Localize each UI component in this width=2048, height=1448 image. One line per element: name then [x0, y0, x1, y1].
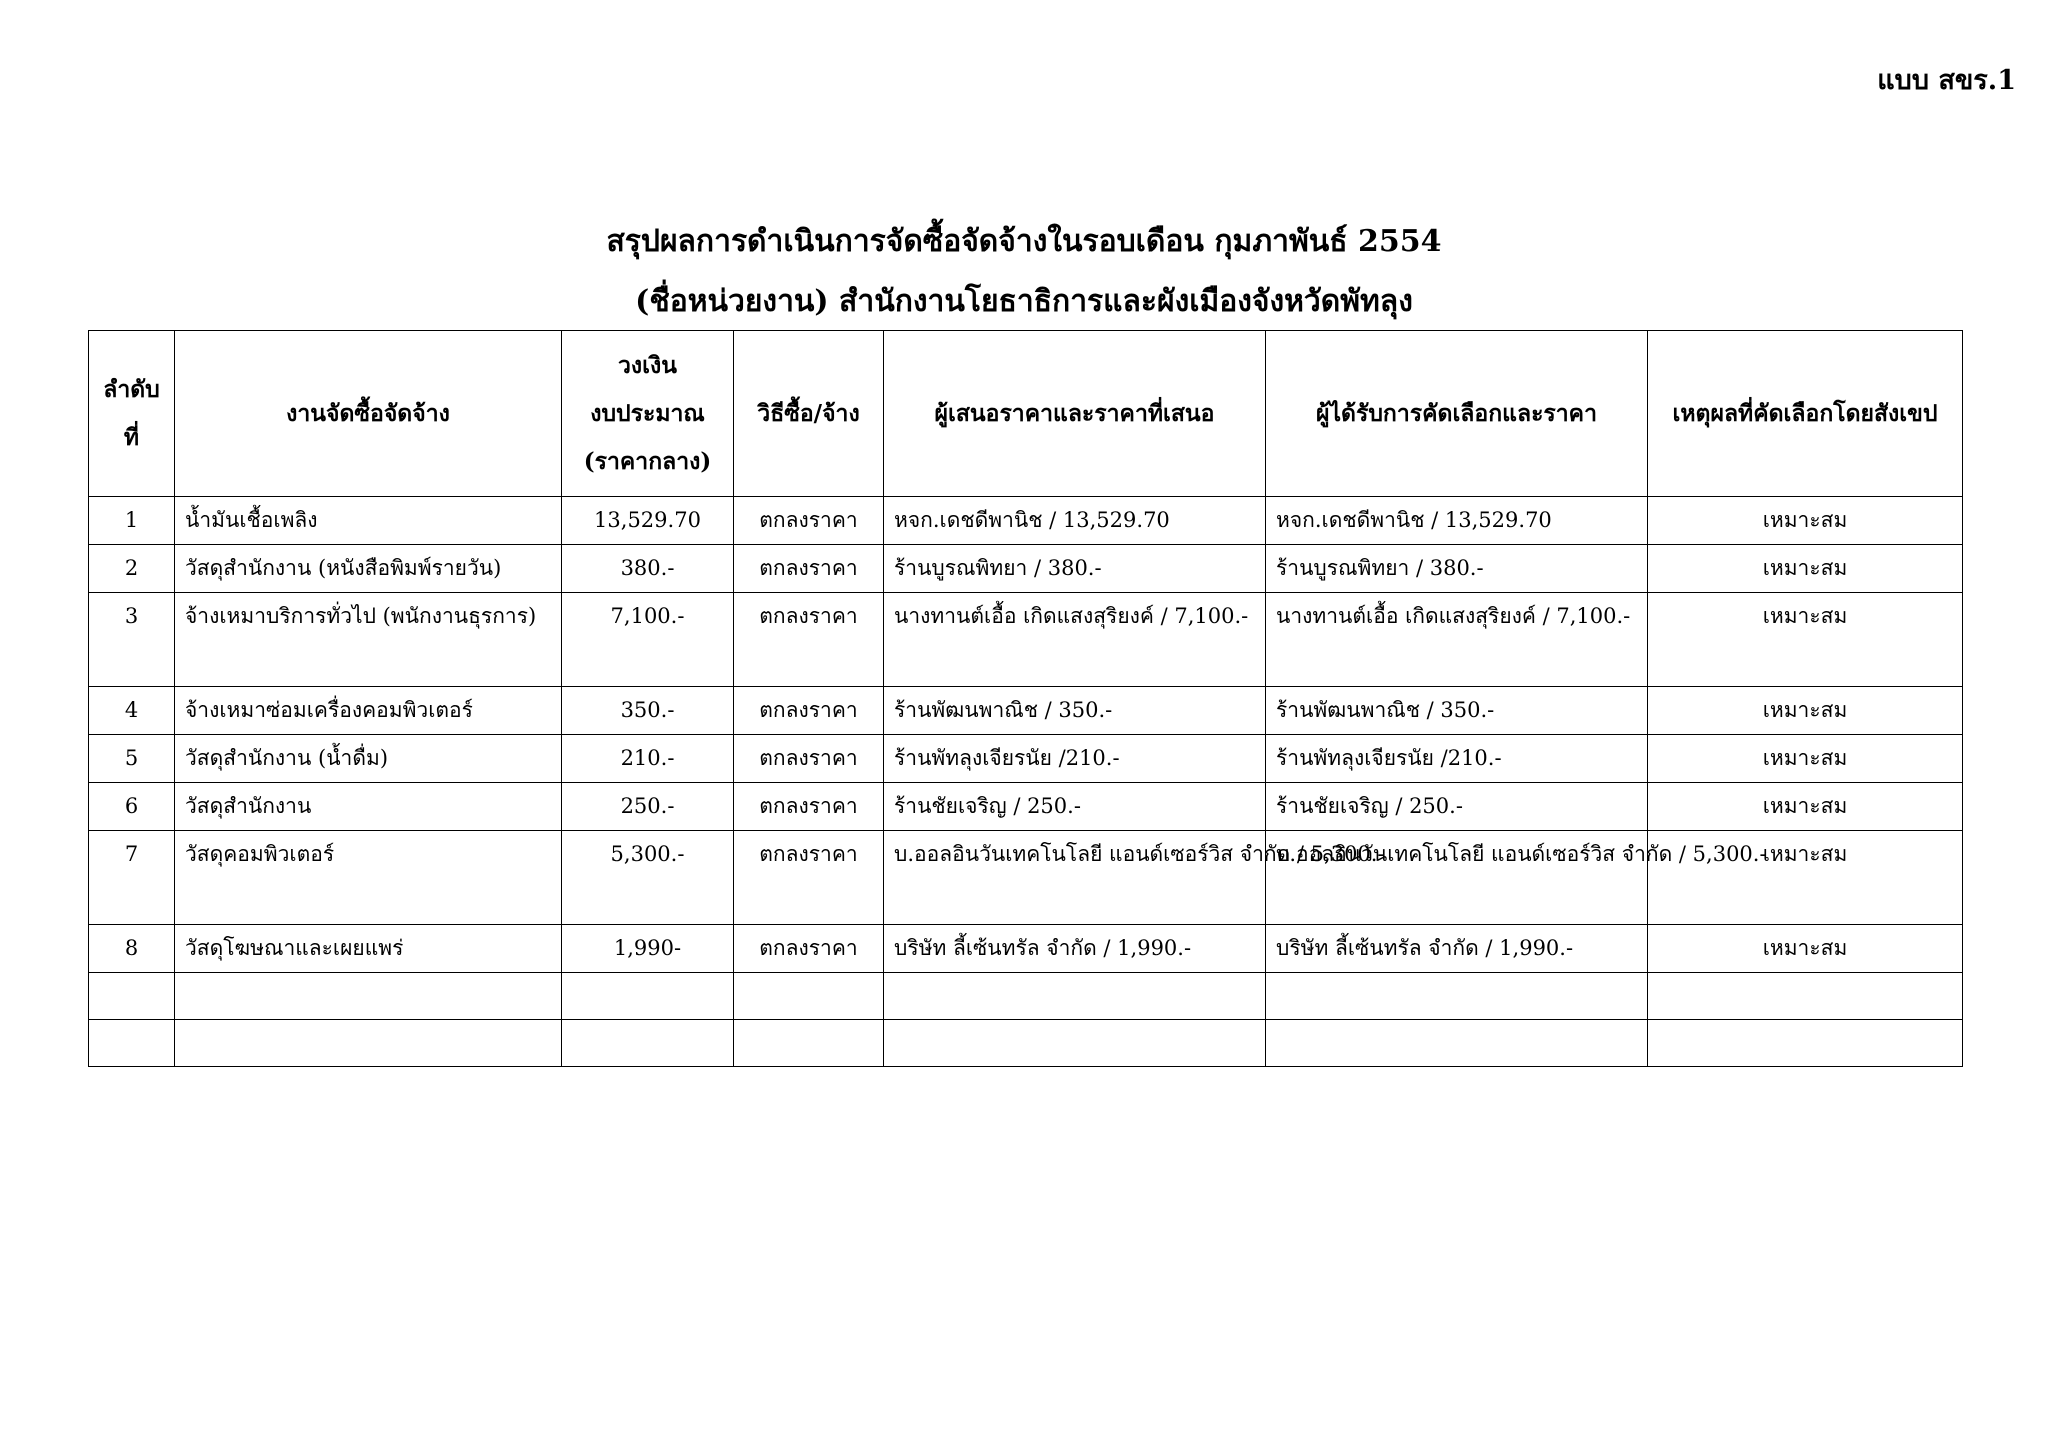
header-order-no-line1: ลำดับ	[103, 375, 160, 403]
cell-order-no: 1	[89, 497, 175, 545]
cell-selected: หจก.เดชดีพานิช / 13,529.70	[1266, 497, 1648, 545]
cell-budget: 350.-	[562, 687, 734, 735]
cell-reason: เหมาะสม	[1648, 783, 1963, 831]
cell-selected: นางทานต์เอื้อ เกิดแสงสุริยงค์ / 7,100.-	[1266, 593, 1648, 687]
cell-order-no: 6	[89, 783, 175, 831]
cell-budget: 13,529.70	[562, 497, 734, 545]
empty-cell	[89, 973, 175, 1020]
empty-cell	[175, 973, 562, 1020]
cell-reason: เหมาะสม	[1648, 735, 1963, 783]
table-row	[89, 783, 1963, 831]
cell-budget: 210.-	[562, 735, 734, 783]
header-method: วิธีซื้อ/จ้าง	[734, 331, 884, 497]
cell-item: น้ำมันเชื้อเพลิง	[175, 497, 562, 545]
cell-reason: เหมาะสม	[1648, 497, 1963, 545]
cell-order-no: 4	[89, 687, 175, 735]
empty-cell	[1648, 973, 1963, 1020]
table-row	[89, 593, 1963, 687]
cell-method: ตกลงราคา	[734, 687, 884, 735]
empty-cell	[89, 1020, 175, 1067]
header-budget-line1: วงเงิน	[618, 351, 677, 379]
cell-method: ตกลงราคา	[734, 735, 884, 783]
cell-bidder: ร้านพัทลุงเจียรนัย /210.-	[884, 735, 1266, 783]
header-budget-line2: งบประมาณ	[590, 399, 705, 427]
cell-method: ตกลงราคา	[734, 783, 884, 831]
cell-item: จ้างเหมาซ่อมเครื่องคอมพิวเตอร์	[175, 687, 562, 735]
cell-bidder: ร้านพัฒนพาณิช / 350.-	[884, 687, 1266, 735]
cell-item: วัสดุคอมพิวเตอร์	[175, 831, 562, 925]
empty-cell	[884, 1020, 1266, 1067]
cell-budget: 5,300.-	[562, 831, 734, 925]
cell-reason: เหมาะสม	[1648, 545, 1963, 593]
header-budget-line3: (ราคากลาง)	[583, 447, 712, 475]
cell-selected: ร้านบูรณพิทยา / 380.-	[1266, 545, 1648, 593]
empty-cell	[734, 1020, 884, 1067]
header-order-no-line2: ที่	[123, 423, 140, 451]
cell-reason: เหมาะสม	[1648, 593, 1963, 687]
header-order-no	[89, 331, 175, 497]
cell-order-no: 5	[89, 735, 175, 783]
cell-bidder: หจก.เดชดีพานิช / 13,529.70	[884, 497, 1266, 545]
table-row	[89, 497, 1963, 545]
cell-bidder: นางทานต์เอื้อ เกิดแสงสุริยงค์ / 7,100.-	[884, 593, 1266, 687]
empty-cell	[175, 1020, 562, 1067]
header-reason: เหตุผลที่คัดเลือกโดยสังเขป	[1648, 331, 1963, 497]
procurement-table	[88, 330, 1963, 1067]
table-row	[89, 687, 1963, 735]
cell-selected: ร้านชัยเจริญ / 250.-	[1266, 783, 1648, 831]
empty-cell	[884, 973, 1266, 1020]
cell-method: ตกลงราคา	[734, 925, 884, 973]
cell-bidder: ร้านบูรณพิทยา / 380.-	[884, 545, 1266, 593]
cell-order-no: 8	[89, 925, 175, 973]
empty-cell	[734, 973, 884, 1020]
cell-budget: 1,990-	[562, 925, 734, 973]
table-row	[89, 735, 1963, 783]
cell-budget: 380.-	[562, 545, 734, 593]
document-title: สรุปผลการดำเนินการจัดซื้อจัดจ้างในรอบเดือน กุมภาพันธ์ 2554	[606, 224, 1442, 259]
cell-method: ตกลงราคา	[734, 545, 884, 593]
cell-reason: เหมาะสม	[1648, 687, 1963, 735]
header-procurement-item: งานจัดซื้อจัดจ้าง	[175, 331, 562, 497]
header-budget	[562, 331, 734, 497]
cell-selected: บริษัท ลี้เซ้นทรัล จำกัด / 1,990.-	[1266, 925, 1648, 973]
cell-bidder: ร้านชัยเจริญ / 250.-	[884, 783, 1266, 831]
cell-reason: เหมาะสม	[1648, 925, 1963, 973]
table-row	[89, 925, 1963, 973]
cell-item: วัสดุสำนักงาน (น้ำดื่ม)	[175, 735, 562, 783]
table-header-row	[89, 331, 1963, 497]
empty-cell	[562, 1020, 734, 1067]
cell-selected: ร้านพัฒนพาณิช / 350.-	[1266, 687, 1648, 735]
cell-item: จ้างเหมาบริการทั่วไป (พนักงานธุรการ)	[175, 593, 562, 687]
empty-cell	[1648, 1020, 1963, 1067]
cell-item: วัสดุโฆษณาและเผยแพร่	[175, 925, 562, 973]
cell-budget: 250.-	[562, 783, 734, 831]
cell-reason: เหมาะสม	[1648, 831, 1963, 925]
table-row-empty	[89, 973, 1963, 1020]
cell-order-no: 7	[89, 831, 175, 925]
agency-name: (ชื่อหน่วยงาน) สำนักงานโยธาธิการและผังเมืองจังหวัดพัทลุง	[635, 284, 1413, 319]
cell-method: ตกลงราคา	[734, 831, 884, 925]
empty-cell	[1266, 973, 1648, 1020]
cell-method: ตกลงราคา	[734, 497, 884, 545]
cell-item: วัสดุสำนักงาน (หนังสือพิมพ์รายวัน)	[175, 545, 562, 593]
cell-order-no: 3	[89, 593, 175, 687]
header-bidders: ผู้เสนอราคาและราคาที่เสนอ	[884, 331, 1266, 497]
cell-order-no: 2	[89, 545, 175, 593]
cell-selected: ร้านพัทลุงเจียรนัย /210.-	[1266, 735, 1648, 783]
empty-cell	[562, 973, 734, 1020]
form-code: แบบ สขร.1	[1877, 65, 2016, 96]
table-row	[89, 545, 1963, 593]
cell-method: ตกลงราคา	[734, 593, 884, 687]
table-row	[89, 831, 1963, 925]
cell-bidder: บริษัท ลี้เซ้นทรัล จำกัด / 1,990.-	[884, 925, 1266, 973]
header-selected: ผู้ได้รับการคัดเลือกและราคา	[1266, 331, 1648, 497]
cell-item: วัสดุสำนักงาน	[175, 783, 562, 831]
cell-selected: บ.ออลอินวันเทคโนโลยี แอนด์เซอร์วิส จำกัด / 5,300.-	[1266, 831, 1648, 925]
table-row-empty	[89, 1020, 1963, 1067]
cell-budget: 7,100.-	[562, 593, 734, 687]
empty-cell	[1266, 1020, 1648, 1067]
cell-bidder: บ.ออลอินวันเทคโนโลยี แอนด์เซอร์วิส จำกัด / 5,300.-	[884, 831, 1266, 925]
